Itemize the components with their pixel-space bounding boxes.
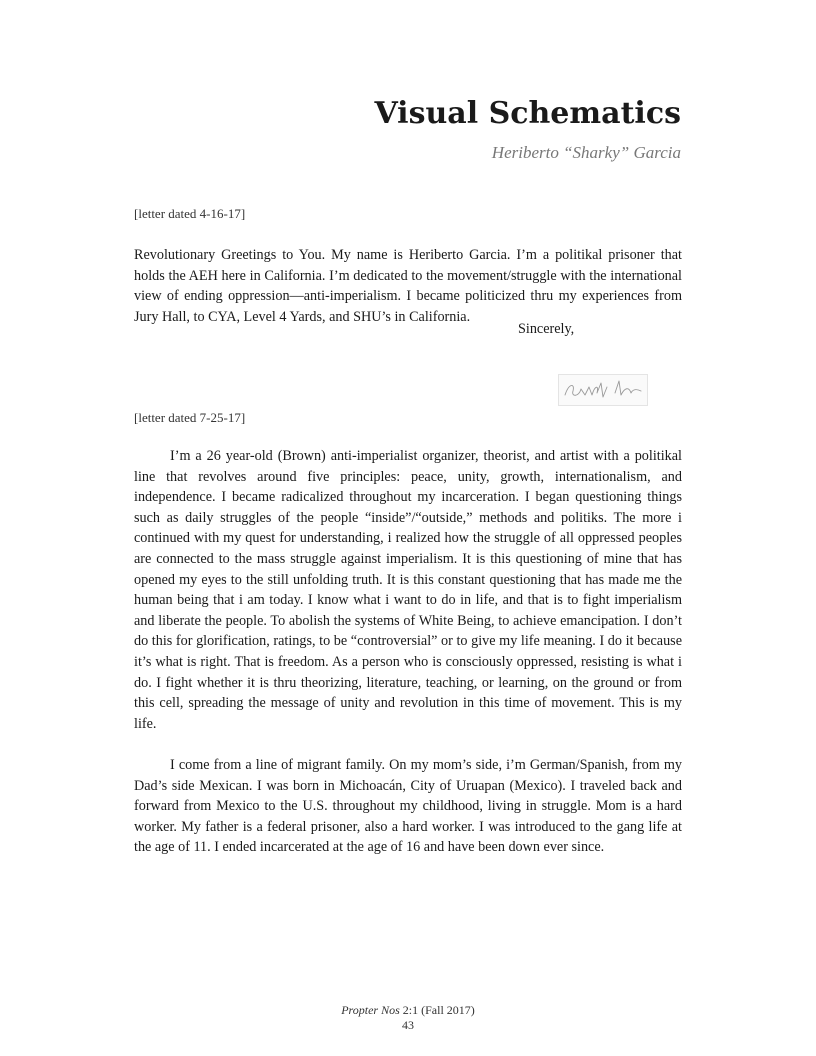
letter-2-paragraph-2: I come from a line of migrant family. On my mom’s side, i’m German/Spanish, from my Dad’s side Mexican. I was born in Michoacán, City of Uruapan (Mexico). I traveled back and forward from Mexico to the U.S. throughout my childhood, living in struggle. Mom is a hard worker. My father is a federal prisoner, also a hard worker. I was introduced to the gang life at the age of 11. I ended incarcerated at the age of 16 and have been down ever since. — [134, 757, 682, 856]
page-number: 43 — [402, 1018, 414, 1032]
letter-date-1: [letter dated 4-16-17] — [134, 206, 246, 221]
letter-2-paragraph-1: I’m a 26 year-old (Brown) anti-imperialist organizer, theorist, and artist with a politikal line that revolves around five principles: peace, unity, growth, internationalism, and independence. I became radicalized throughout my incarceration. I began questioning things such as daily struggles of the people “inside”/“outside,” methods and politiks. The more i continued with my quest for understanding, i realized how the struggle of all oppressed peoples are connected to the mass struggle against imperialism. It is this questioning of mine that has opened my eyes to the still unfolding truth. It is this constant questioning that has made me the human being that i am today. I know what i want to do in life, and that is to fight imperialism and liberate the people. To abolish the systems of White Being, to achieve emancipation. I don’t do this for glorification, ratings, to be “controversial” or to give my life meaning. I do it because it’s what is right. That is freedom. As a person who is consciously oppressed, resisting is what i do. I fight whether it is thru theorizing, literature, teaching, or learning, on the ground or from this cell, spreading the message of unity and revolution in this time of movement. This is my life. — [134, 448, 682, 732]
journal-name: Propter Nos — [341, 1003, 400, 1017]
signature-image — [558, 374, 648, 406]
footer-citation — [0, 1003, 816, 1018]
article-title: Visual Schematics — [374, 96, 681, 131]
letter-closing: Sincerely, — [518, 321, 575, 337]
signature-scribble-icon — [559, 375, 647, 405]
letter-1-body: Revolutionary Greetings to You. My name is Heriberto Garcia. I’m a politikal prisoner that holds the AEH here in California. I’m dedicated to the movement/struggle with the international view of ending oppression—anti-imperialism. I became politicized thru my experiences from Jury Hall, to CYA, Level 4 Yards, and SHU’s in California. — [134, 247, 682, 325]
journal-issue: 2:1 (Fall 2017) — [402, 1003, 475, 1017]
article-author: Heriberto “Sharky” Garcia — [491, 143, 681, 162]
letter-date-2: [letter dated 7-25-17] — [134, 410, 246, 425]
